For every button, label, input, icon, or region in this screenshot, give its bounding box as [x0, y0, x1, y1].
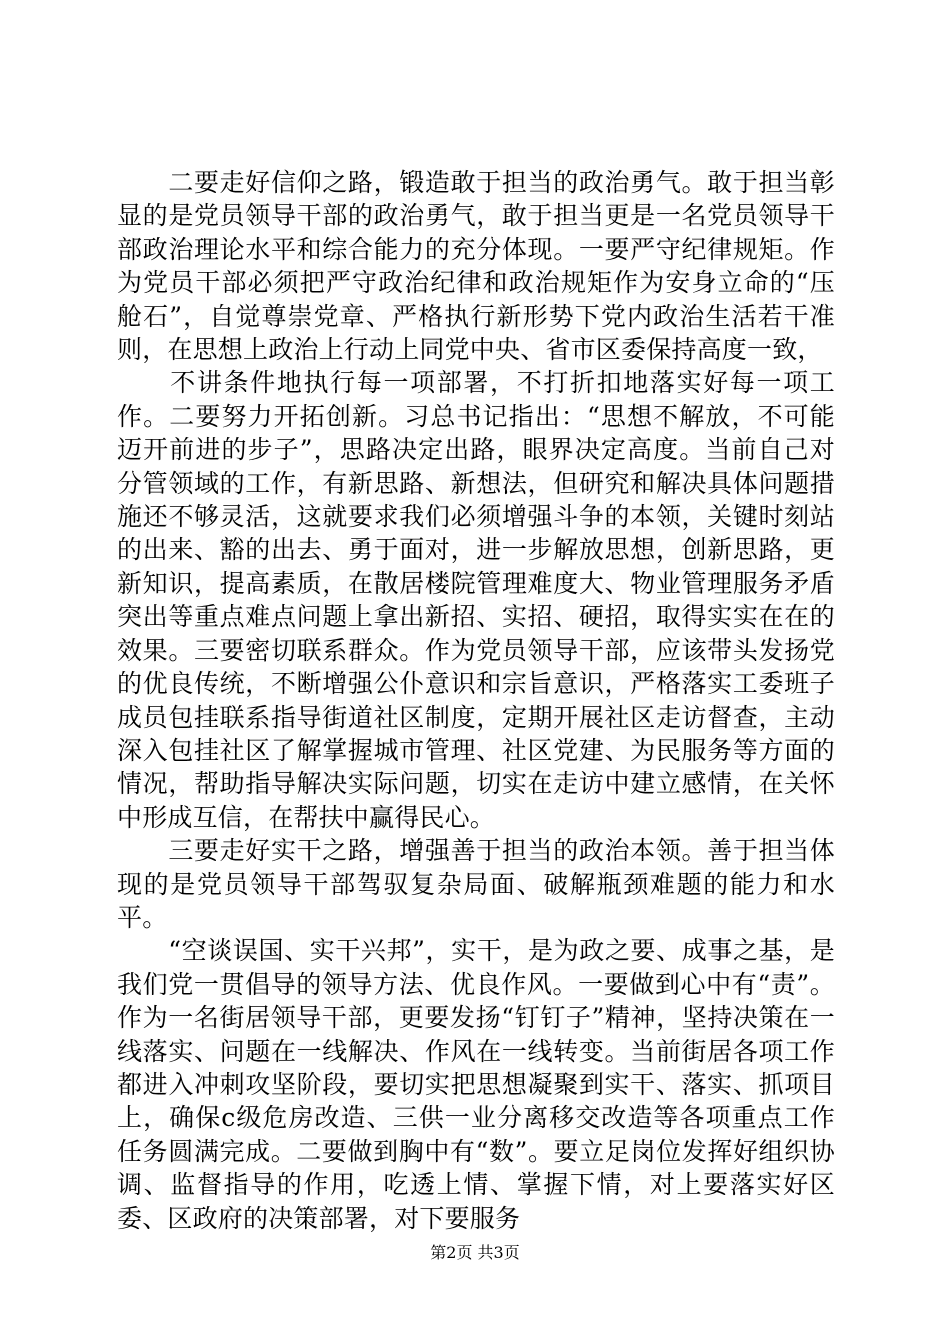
document-body [117, 166, 835, 1235]
paragraph-1: 二要走好信仰之路，锻造敢于担当的政治勇气。敢于担当彰显的是党员领导干部的政治勇气，敢于担当更是一名党员领导干部政治理论水平和综合能力的充分体现。一要严守纪律规矩。作为党员干部必须把严守政治纪律和政治规矩作为安身立命的“压舱石”，自觉尊崇党章、严格执行新形势下党内政治生活若干准则，在思想上政治上行动上同党中央、省市区委保持高度一致， [117, 168, 835, 365]
paragraph-4: “空谈误国、实干兴邦”，实干，是为政之要、成事之基，是我们党一贯倡导的领导方法、优良作风。一要做到心中有“责”。作为一名街居领导干部，更要发扬“钉钉子”精神，坚持决策在一线落实、问题在一线解决、作风在一线转变。当前街居各项工作都进入冲刺攻坚阶段，要切实把思想凝聚到实干、落实、抓项目上，确保c级危房改造、三供一业分离移交改造等各项重点工作任务圆满完成。二要做到胸中有“数”。要立足岗位发挥好组织协调、监督指导的作用，吃透上情、掌握下情，对上要落实好区委、区政府的决策部署，对下要服务 [117, 936, 835, 1233]
paragraph-3: 三要走好实干之路，增强善于担当的政治本领。善于担当体现的是党员领导干部驾驭复杂局面、破解瓶颈难题的能力和水平。 [117, 836, 835, 932]
paragraph-2: 不讲条件地执行每一项部署，不打折扣地落实好每一项工作。二要努力开拓创新。习总书记指出：“思想不解放，不可能迈开前进的步子”，思路决定出路，眼界决定高度。当前自己对分管领域的工作，有新思路、新想法，但研究和解决具体问题措施还不够灵活，这就要求我们必须增强斗争的本领，关键时刻站的出来、豁的出去、勇于面对，进一步解放思想，创新思路，更新知识，提高素质，在散居楼院管理难度大、物业管理服务矛盾突出等重点难点问题上拿出新招、实招、硬招，取得实实在在的效果。三要密切联系群众。作为党员领导干部，应该带头发扬党的优良传统，不断增强公仆意识和宗旨意识，严格落实工委班子成员包挂联系指导街道社区制度，定期开展社区走访督查，主动深入包挂社区了解掌握城市管理、社区党建、为民服务等方面的情况，帮助指导解决实际问题，切实在走访中建立感情，在关怀中形成互信，在帮扶中赢得民心。 [117, 368, 835, 832]
page-footer: 第2页 共3页 [430, 1243, 520, 1262]
